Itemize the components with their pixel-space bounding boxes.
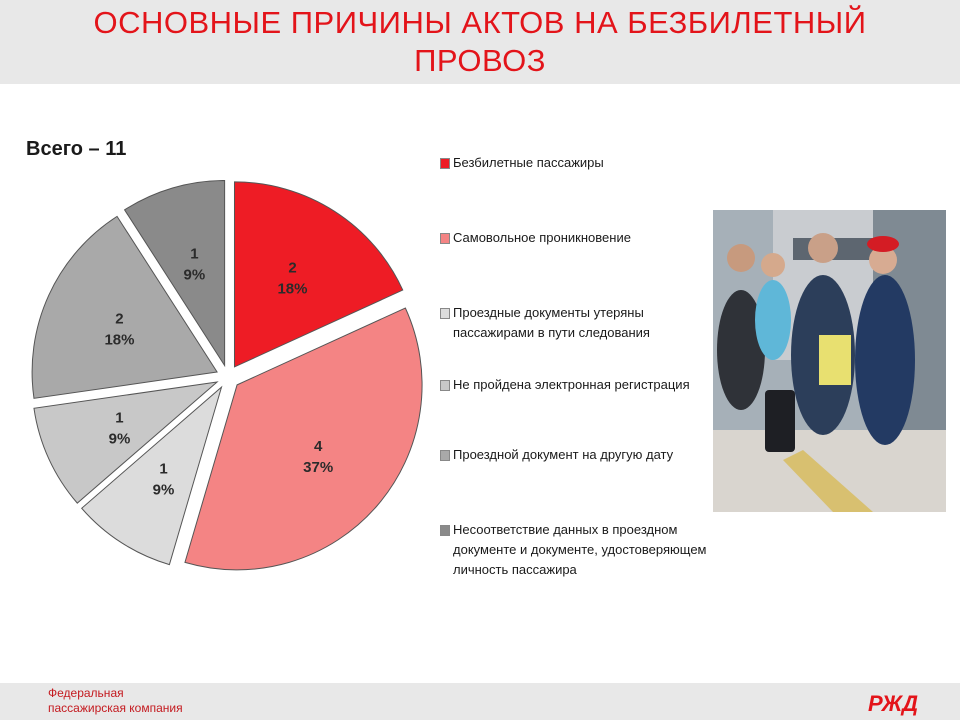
legend-swatch-1 [440,233,450,244]
rzd-logo-text: РЖД [867,691,919,716]
legend-label-3: Не пройдена электронная регистрация [453,377,690,392]
pie-label-percent-2: 9% [152,481,175,499]
legend-swatch-3 [440,380,450,391]
legend-label-2: Проездные документы утеряны пассажирами в пути следования [453,305,650,340]
company-name [48,686,183,716]
pie-label-percent-5: 9% [183,266,206,284]
staff-photo [713,210,946,512]
pie-label-value-5: 1 [190,245,199,263]
legend-swatch-0 [440,158,450,169]
legend-swatch-2 [440,308,450,319]
total-label: Всего – 11 [26,138,127,160]
page-title-line-2: ПРОВОЗ [414,43,546,78]
legend-label-5: Несоответствие данных в проездном документе и документе, удостоверяющем личность пассажира [453,522,707,577]
pie-chart [0,180,440,580]
pie-label-value-1: 4 [313,438,323,456]
pie-label-percent-3: 9% [108,430,131,448]
page-title-line-1: ОСНОВНЫЕ ПРИЧИНЫ АКТОВ НА БЕЗБИЛЕТНЫЙ [93,5,867,40]
legend-swatch-4 [440,450,450,461]
company-name-line-2: пассажирская компания [48,701,183,715]
legend-swatch-5 [440,525,450,536]
legend-label-0: Безбилетные пассажиры [453,155,604,170]
pie-label-value-3: 1 [115,409,124,427]
pie-label-value-2: 1 [159,460,168,478]
pie-label-percent-4: 18% [104,331,135,349]
pie-label-percent-1: 37% [303,459,334,477]
legend-label-1: Самовольное проникновение [453,230,631,245]
company-name-line-1: Федеральная [48,686,124,700]
pie-label-percent-0: 18% [277,280,308,298]
pie-label-value-0: 2 [288,259,297,277]
pie-label-value-4: 2 [115,310,124,328]
rzd-logo [860,688,926,718]
page-title [0,4,960,80]
legend-label-4: Проездной документ на другую дату [453,447,674,462]
